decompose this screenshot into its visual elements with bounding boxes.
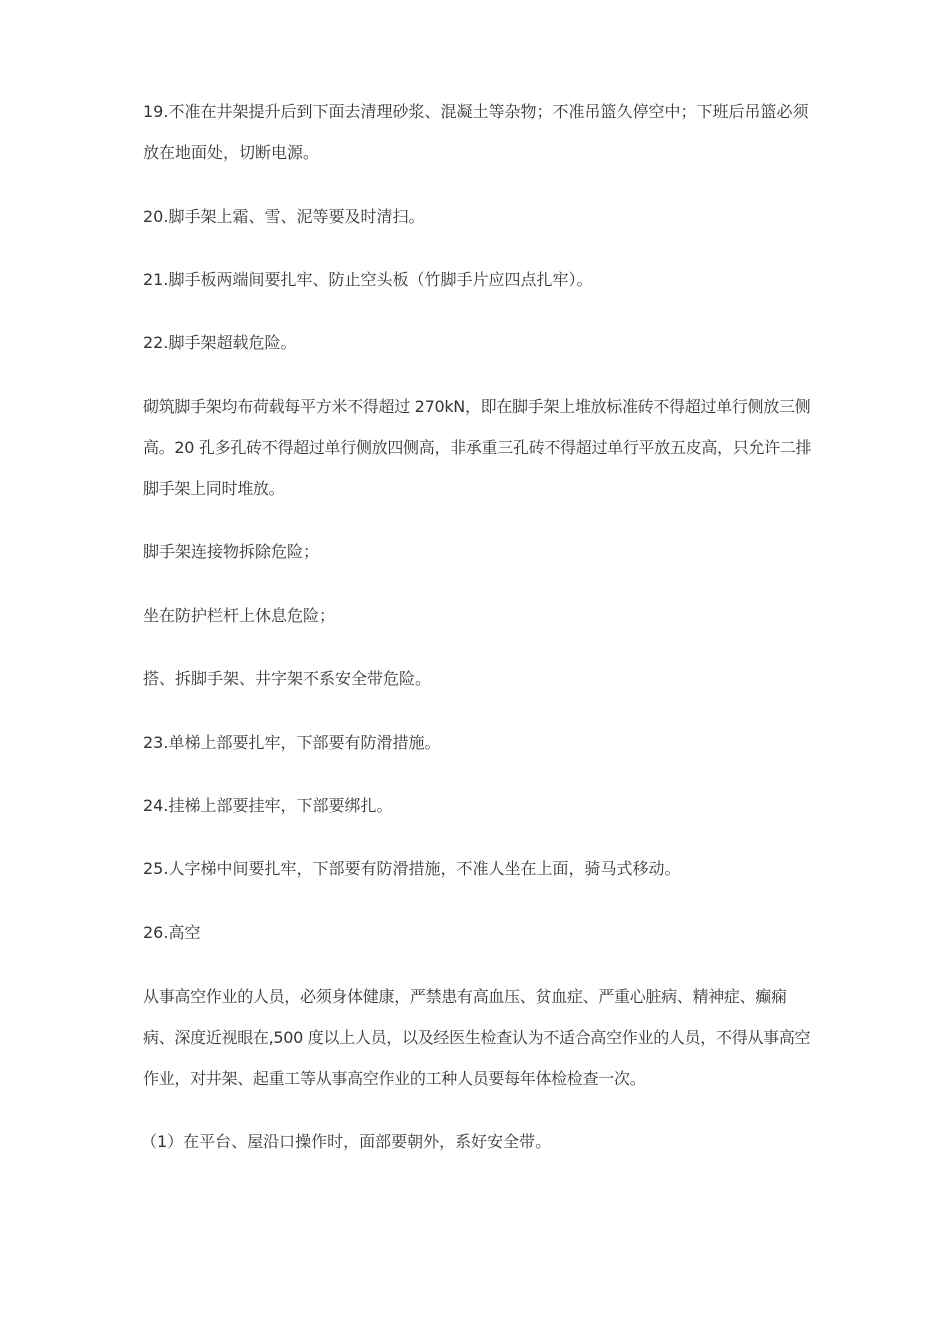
paragraph-safety-belt: 搭、拆脚手架、井字架不系安全带危险。 [143, 669, 432, 688]
paragraph-21: 21.脚手板两端间要扎牢、防止空头板（竹脚手片应四点扎牢）。 [143, 270, 593, 289]
paragraph-connector-removal: 脚手架连接物拆除危险； [143, 542, 320, 561]
paragraph-load-limit: 砌筑脚手架均布荷载每平方米不得超过 270kN，即在脚手架上堆放标准砖不得超过单行侧放三侧高。20 孔多孔砖不得超过单行侧放四侧高，非承重三孔砖不得超过单行平放五皮高，只允许二排脚手架上同时堆放。 [143, 397, 812, 498]
paragraph-26: 26.高空 [143, 923, 201, 942]
paragraph-22: 22.脚手架超载危险。 [143, 333, 297, 352]
paragraph-24: 24.挂梯上部要挂牢，下部要绑扎。 [143, 796, 393, 815]
paragraph-25: 25.人字梯中间要扎牢，下部要有防滑措施，不准人坐在上面，骑马式移动。 [143, 859, 681, 878]
paragraph-20: 20.脚手架上霜、雪、泥等要及时清扫。 [143, 207, 425, 226]
paragraph-item-1: （1）在平台、屋沿口操作时，面部要朝外，系好安全带。 [141, 1132, 552, 1151]
paragraph-railing-rest: 坐在防护栏杆上休息危险； [143, 606, 336, 625]
paragraph-23: 23.单梯上部要扎牢，下部要有防滑措施。 [143, 733, 441, 752]
paragraph-high-altitude: 从事高空作业的人员，必须身体健康，严禁患有高血压、贫血症、严重心脏病、精神症、癫痫病、深度近视眼在,500 度以上人员，以及经医生检查认为不适合高空作业的人员，不得从事高空作业，对井架、起重工等从事高空作业的工种人员要每年体检检查一次。 [143, 987, 811, 1088]
paragraph-19: 19.不准在井架提升后到下面去清理砂浆、混凝土等杂物；不准吊篮久停空中；下班后吊篮必须放在地面处，切断电源。 [143, 102, 809, 162]
